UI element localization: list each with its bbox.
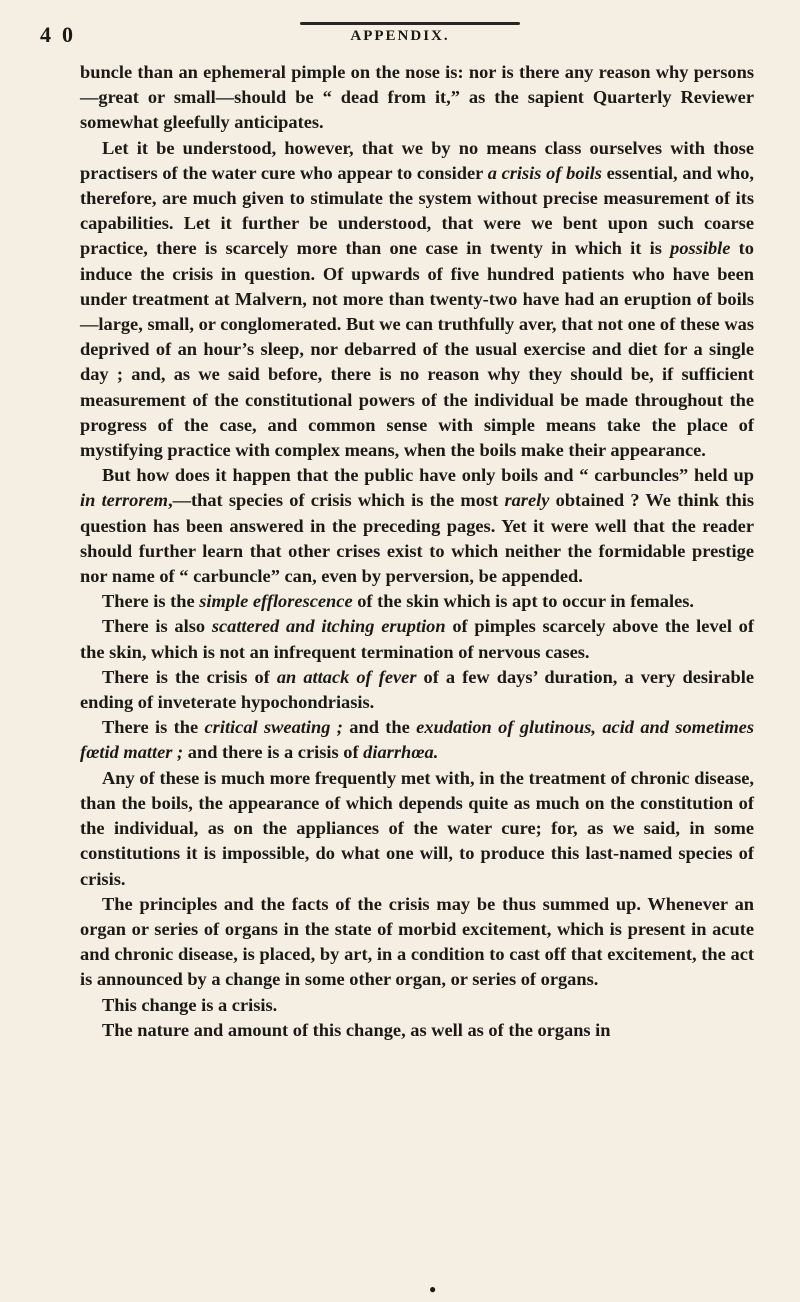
text-run: This change is a crisis. <box>102 994 278 1015</box>
paragraph <box>80 665 754 715</box>
running-head: APPENDIX. <box>350 28 450 44</box>
text-run: buncle than an ephemeral pimple on the nose is: nor is there any reason why persons—great or small—should be “ dead from it,” as the sapient Quarterly Reviewer somewhat gleefully anticipates. <box>80 62 754 133</box>
text-run: essential, and who, therefore, are much given to stimulate the system without precise measurement of its capabilities. Let it further be understood, that were we bent upon such coarse practice, there is scarcely more than one case in twenty in which it is <box>80 162 754 259</box>
text-run: ,—that species of crisis which is the most <box>167 490 505 511</box>
text-run: There is the crisis of <box>102 666 277 687</box>
page-header <box>0 22 800 52</box>
top-rule <box>300 22 520 25</box>
text-run: There is the <box>102 717 205 738</box>
text-run: and there is a crisis of <box>183 742 364 763</box>
text-run: obtained ? We think this question has been answered in the preceding pages. Yet it were well that the reader should further learn that other crises exist to which neither the formidable prestige nor name of “ carbuncle” can, even by perversion, be appended. <box>80 490 754 587</box>
text-run: Let it be understood, however, that we by no means class ourselves with those practisers of the water cure who appear to consider <box>80 137 754 183</box>
italic-text: possible <box>670 238 731 259</box>
paragraph <box>80 614 754 664</box>
italic-text: a crisis of boils <box>487 162 602 183</box>
text-run: of pimples scarcely above the level of the skin, which is not an infrequent termination of nervous cases. <box>80 616 754 662</box>
paragraph <box>80 1018 754 1043</box>
italic-text: scattered and itching eruption <box>211 616 446 637</box>
paragraph <box>80 715 754 765</box>
text-run: and the <box>342 717 417 738</box>
text-run: of the skin which is apt to occur in females. <box>352 591 695 612</box>
body-text <box>80 60 754 1043</box>
text-run: Any of these is much more frequently met with, in the treatment of chronic disease, than the boils, the appearance of which depends quite as much on the constitution of the individual, as on the appliances of the water cure; for, as we said, in some constitutions it is impossible, do what one will, to produce this last-named species of crisis. <box>80 767 754 889</box>
paragraph <box>80 892 754 993</box>
paragraph <box>80 136 754 464</box>
italic-text: an attack of fever <box>276 666 417 687</box>
paragraph <box>80 463 754 589</box>
italic-text: diarrhœa. <box>363 742 439 763</box>
text-run: to induce the crisis in question. Of upwards of five hundred patients who have been under treatment at Malvern, not more than twenty-two have had an eruption of boils—large, small, or conglomerated. But we can truthfully aver, that not one of these was deprived of an hour’s sleep, nor debarred of the usual exercise and diet for a single day ; and, as we said before, there is no reason why they should be, if sufficient measurement of the constitutional powers of the individual be made throughout the progress of the case, and common sense with simple means take the place of mystifying practice with complex means, when the boils make their appearance. <box>80 238 754 461</box>
text-run: of a few days’ duration, a very desirable ending of inveterate hypochondriasis. <box>80 666 754 713</box>
italic-text: in terrorem <box>80 490 168 511</box>
paragraph <box>80 60 754 136</box>
text-run: But how does it happen that the public have only boils and “ carbuncles” held up <box>102 465 754 486</box>
text-run: There is the <box>102 591 200 612</box>
paragraph <box>80 993 754 1018</box>
text-run: The nature and amount of this change, as well as of the organs in <box>102 1019 611 1040</box>
italic-text: exudation of glutinous, acid and sometimes fœtid matter ; <box>80 717 754 763</box>
text-run: The principles and the facts of the crisis may be thus summed up. Whenever an organ or series of organs in the state of morbid excitement, which is present in acute and chronic disease, is placed, by art, in a condition to cast off that excitement, the act is announced by a change in some other organ, or series of organs. <box>80 893 754 990</box>
italic-text: rarely <box>504 490 550 511</box>
page-number: 4 0 <box>40 22 73 47</box>
text-run: There is also <box>102 616 212 637</box>
italic-text: critical sweating ; <box>204 717 343 738</box>
paragraph <box>80 766 754 892</box>
ink-mark: ● <box>429 1282 437 1296</box>
italic-text: simple efflorescence <box>199 591 353 612</box>
paragraph <box>80 589 754 614</box>
